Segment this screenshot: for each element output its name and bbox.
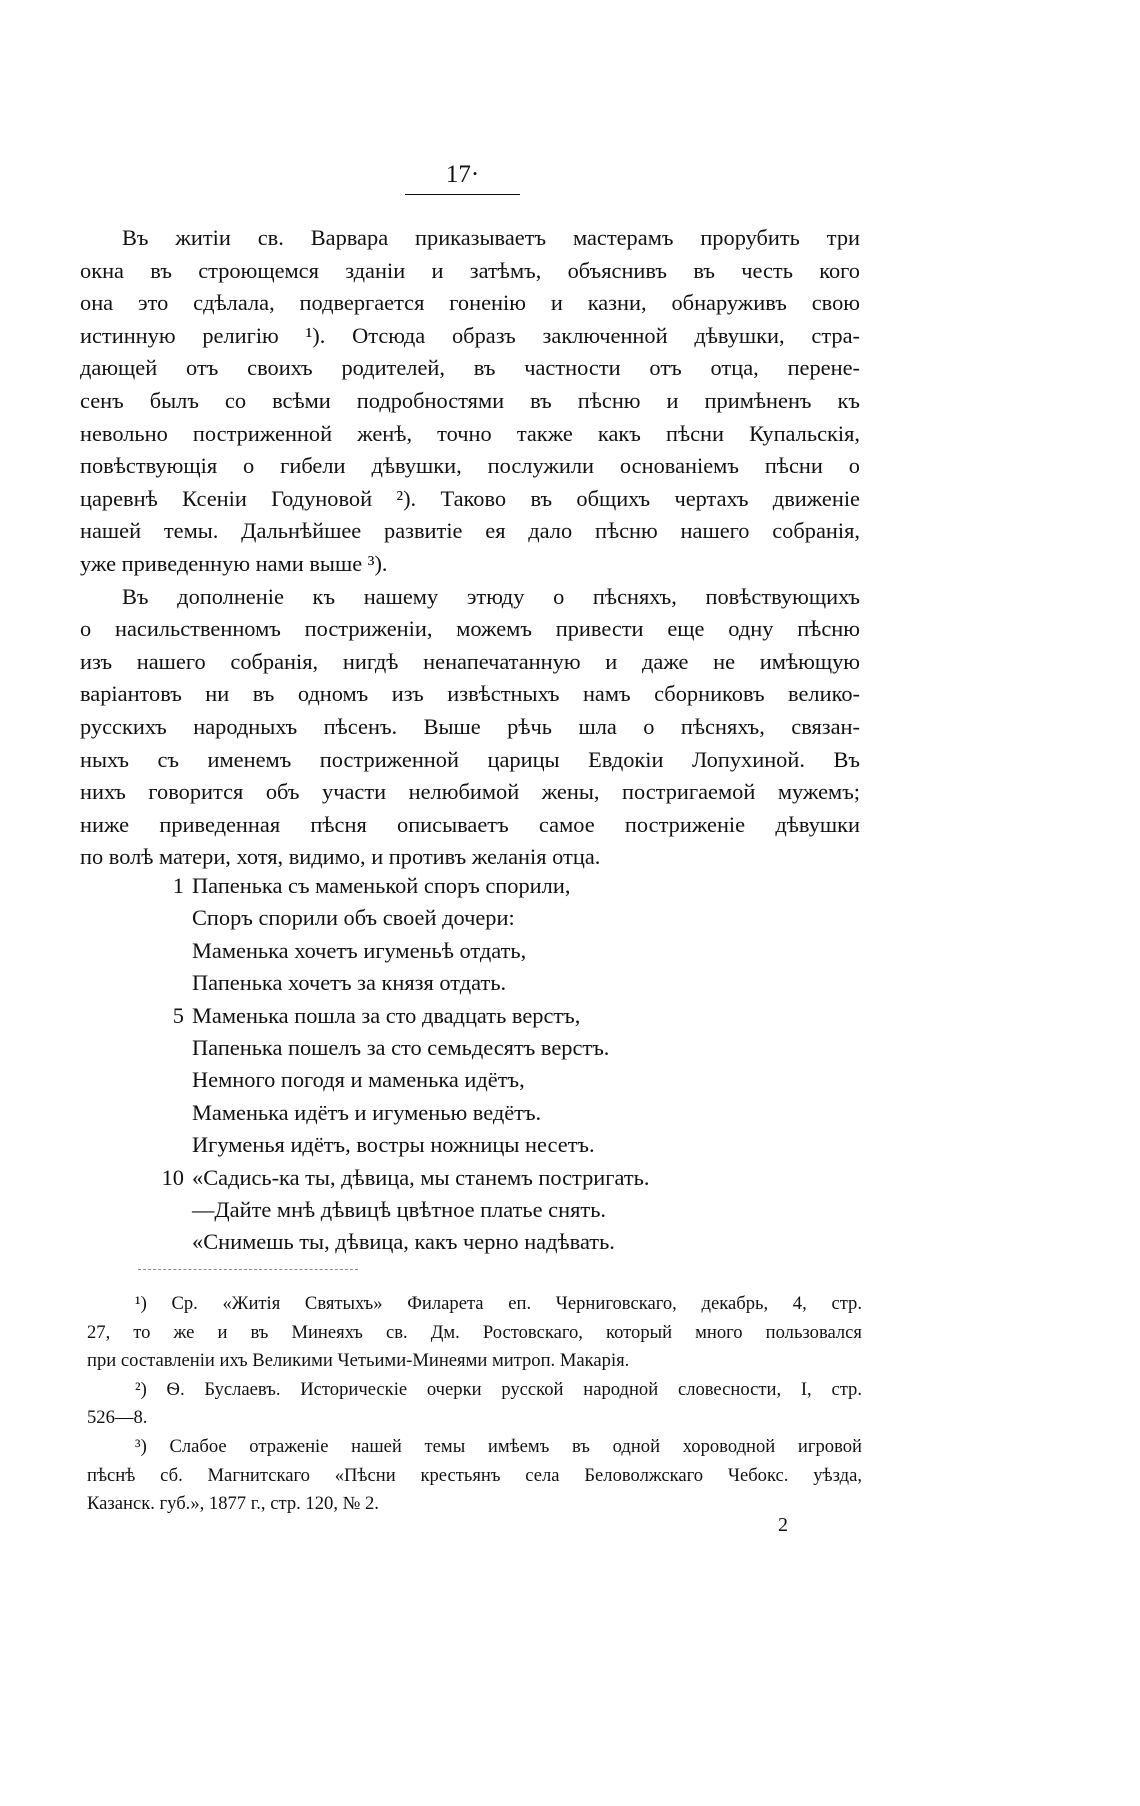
paragraph-2-line: русскихъ народныхъ пѣсенъ. Выше рѣчь шла о пѣсняхъ, связан-: [80, 713, 860, 739]
paragraph-1-line: Въ житіи св. Варвара приказываетъ мастерамъ прорубить три: [122, 225, 860, 250]
footnote-line: ²) Ѳ. Буслаевъ. Историческіе очерки русской народной словесности, I, стр.: [135, 1378, 862, 1400]
verse-line-text: Маменька идётъ и игуменью ведётъ.: [192, 1099, 542, 1125]
verse-line: [140, 935, 840, 967]
footnote-line: Казанск. губ.», 1877 г., стр. 120, № 2.: [87, 1493, 379, 1515]
footnote-1: [87, 1290, 862, 1376]
footnotes: [87, 1290, 862, 1519]
verse-line-text: Папенька хочетъ за князя отдать.: [192, 970, 507, 996]
footnote-line: ³) Слабое отраженіе нашей темы имѣемъ въ одной хороводной игровой: [135, 1435, 862, 1457]
footnote-line: при составленіи ихъ Великими Четьими-Минеями митроп. Макарія.: [87, 1350, 630, 1372]
paragraph-2-line: нихъ говорится объ участи нелюбимой жены, постригаемой мужемъ;: [80, 779, 860, 805]
paragraph-2-line: варіантовъ ни въ одномъ изъ извѣстныхъ намъ сборниковъ велико-: [80, 681, 860, 707]
verse-line: [140, 1097, 840, 1129]
footnote-2: [87, 1376, 862, 1433]
verse-line-number: 1: [172, 873, 184, 898]
page-number-rule: [405, 194, 520, 195]
paragraph-1-line: сенъ былъ со всѣми подробностями въ пѣсню и примѣненъ къ: [80, 387, 860, 413]
verse-line-text: Немного погодя и маменька идётъ,: [192, 1067, 525, 1093]
verse-line-text: Папенька пошелъ за сто семьдесятъ верстъ.: [192, 1035, 610, 1061]
verse-line: [140, 1129, 840, 1161]
verse-line-number: 10: [161, 1164, 184, 1190]
verse-line-text: Игуменья идётъ, востры ножницы несетъ.: [192, 1132, 595, 1158]
paragraph-2-line: ныхъ съ именемъ постриженной царицы Евдокіи Лопухиной. Въ: [80, 746, 860, 772]
paragraph-2: [80, 581, 860, 874]
footnote-3: [87, 1433, 862, 1519]
verse-line-text: Маменька пошла за сто двадцать верстъ,: [192, 1002, 581, 1028]
paragraph-1-line: нашей темы. Дальнѣйшее развитіе ея дало пѣсню нашего собранія,: [80, 518, 860, 544]
verse-line: [140, 1032, 840, 1064]
verse-line: [140, 967, 840, 999]
paragraph-1-line: дающей отъ своихъ родителей, въ частности отъ отца, перене-: [80, 355, 860, 381]
paragraph-2-line: Въ дополненіе къ нашему этюду о пѣсняхъ, повѣствующихъ: [122, 583, 860, 609]
verse-line: [140, 870, 840, 902]
footnote-line: пѣснѣ сб. Магнитскаго «Пѣсни крестьянъ села Беловолжскаго Чебокс. уѣзда,: [87, 1464, 862, 1486]
paragraph-2-line: изъ нашего собранія, нигдѣ ненапечатанную и даже не имѣющую: [80, 648, 860, 674]
verse-line: [140, 1064, 840, 1096]
paragraph-1-line: уже приведенную нами выше ³).: [80, 550, 388, 576]
song-verse: [140, 870, 840, 1259]
verse-line: [140, 902, 840, 934]
paragraph-1-line: окна въ строющемся зданіи и затѣмъ, объяснивъ въ честь кого: [80, 257, 860, 283]
verse-line-text: «Снимешь ты, дѣвица, какъ черно надѣвать.: [192, 1229, 615, 1255]
printer-signature-mark: 2: [778, 1514, 788, 1536]
verse-line: [140, 1162, 840, 1194]
paragraph-1-line: повѣствующія о гибели дѣвушки, послужили основаніемъ пѣсни о: [80, 453, 860, 479]
paragraph-1-line: царевнѣ Ксеніи Годуновой ²). Таково въ общихъ чертахъ движеніе: [80, 485, 860, 511]
verse-line-text: —Дайте мнѣ дѣвицѣ цвѣтное платье снять.: [192, 1197, 606, 1223]
paragraph-2-line: о насильственномъ постриженіи, можемъ привести еще одну пѣсню: [80, 616, 860, 642]
paragraph-1-line: истинную религію ¹). Отсюда образъ заключенной дѣвушки, стра-: [80, 322, 860, 348]
paragraph-1-line: невольно постриженной женѣ, точно также какъ пѣсни Купальскія,: [80, 420, 860, 446]
footnote-line: 27, то же и въ Минеяхъ св. Дм. Ростовскаго, который много пользовался: [87, 1321, 862, 1343]
verse-line-text: Папенька съ маменькой споръ спорили,: [192, 873, 571, 898]
paragraph-1: [80, 222, 860, 581]
verse-line: [140, 1194, 840, 1226]
footnote-line: 526—8.: [87, 1407, 148, 1429]
page-number: 17·: [445, 161, 480, 188]
verse-line-text: «Садись-ка ты, дѣвица, мы станемъ постригать.: [192, 1164, 650, 1190]
paragraph-1-line: она это сдѣлала, подвергается гоненію и казни, обнаруживъ свою: [80, 290, 860, 316]
verse-line-number: 5: [172, 1002, 184, 1028]
paragraph-2-line: ниже приведенная пѣсня описываетъ самое постриженіе дѣвушки: [80, 811, 860, 837]
verse-line: [140, 1000, 840, 1032]
footnote-line: ¹) Ср. «Житія Святыхъ» Филарета еп. Черниговскаго, декабрь, 4, стр.: [135, 1293, 862, 1314]
verse-line-text: Маменька хочетъ игуменьѣ отдать,: [192, 937, 527, 963]
verse-line-text: Споръ спорили объ своей дочери:: [192, 905, 515, 931]
footnote-separator: [138, 1269, 358, 1270]
body-text: [80, 222, 860, 874]
verse-line: [140, 1226, 840, 1258]
paragraph-2-line: по волѣ матери, хотя, видимо, и противъ желанія отца.: [80, 844, 601, 870]
